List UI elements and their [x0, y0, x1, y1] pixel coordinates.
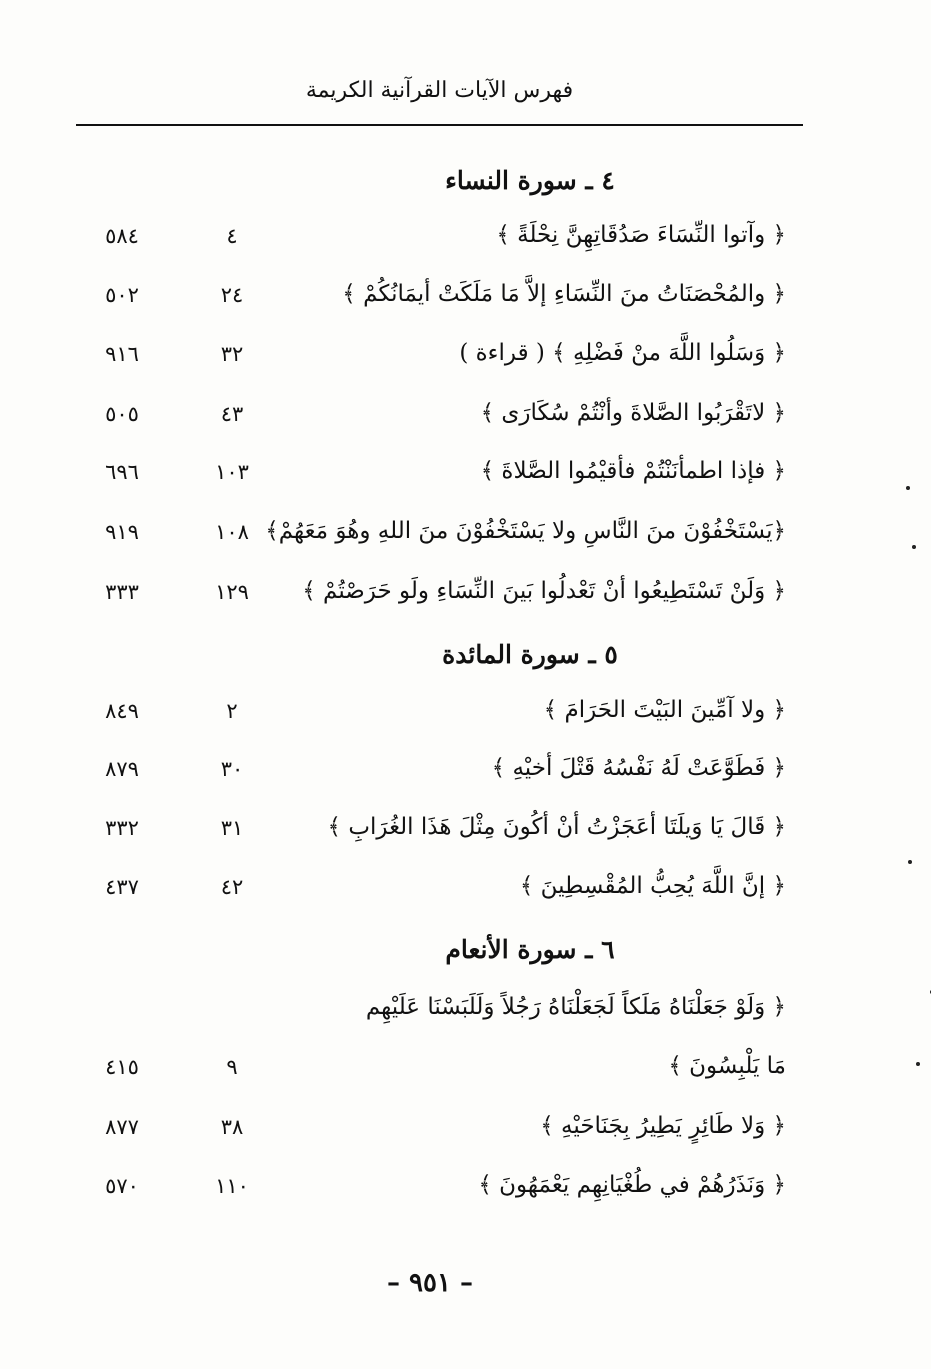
verse-number: ٢٤ — [220, 283, 244, 307]
page-reference: ٩١٩ — [105, 520, 139, 544]
verse-text: ﴿ وَسَلُوا اللَّهَ منْ فَضْلِهِ ﴾ ( قراءة ) — [459, 340, 786, 366]
verse-text: ﴿ لاتَقْرَبُوا الصَّلاةَ وأنْتُمْ سُكَارَى ﴾ — [480, 400, 786, 426]
verse-text: ﴿ والمُحْصَنَاتُ منَ النِّسَاءِ إلاَّ مَا مَلَكَتْ أيمَانُكُمْ ﴾ — [342, 281, 786, 307]
verse-number: ٤٢ — [220, 875, 244, 899]
table-row — [0, 1113, 931, 1157]
verse-text: ﴿ وَلَوْ جَعَلْنَاهُ مَلَكاً لَجَعَلْنَاهُ رَجُلاً وَلَلَبَسْنَا عَلَيْهِم — [365, 994, 786, 1020]
page-reference: ٦٩٦ — [105, 460, 139, 484]
verse-text: ﴿ وَلَنْ تَسْتَطِيعُوا أنْ تَعْدلُوا بَينَ النِّسَاءِ ولَو حَرَصْتُمْ ﴾ — [302, 578, 786, 604]
page-number: – ٩٥١ – — [386, 1268, 474, 1298]
verse-number: ٤٣ — [220, 402, 244, 426]
verse-number: ٣٨ — [220, 1115, 244, 1139]
table-row — [0, 281, 931, 325]
table-row — [0, 400, 931, 444]
verse-text: ﴿ وَلا طَائِرٍ يَطِيرُ بِجَنَاحَيْهِ ﴾ — [540, 1113, 786, 1139]
verse-number: ٩ — [226, 1055, 238, 1079]
table-row — [0, 518, 931, 562]
scan-speck — [912, 545, 916, 549]
page-reference: ٥٠٢ — [105, 283, 139, 307]
table-row — [0, 1172, 931, 1216]
table-row — [0, 697, 931, 741]
table-row — [0, 458, 931, 502]
surah-title: ٤ ـ سورة النساء — [445, 166, 615, 195]
verse-text: ﴿ قَالَ يَا وَيلَتَا أعَجَزْتُ أنْ أكُونَ مِثْلَ هَذَا الغُرَابِ ﴾ — [327, 814, 786, 840]
page-reference: ٨٤٩ — [105, 699, 139, 723]
page-reference: ٣٣٣ — [105, 580, 139, 604]
page-reference: ٣٣٢ — [105, 816, 139, 840]
verse-text: ﴿ إنَّ اللَّهَ يُحِبُّ المُقْسِطِينَ ﴾ — [519, 873, 786, 899]
verse-text: ﴿ ولا آمِّينَ البَيْتَ الحَرَامَ ﴾ — [543, 697, 786, 723]
verse-number: ١٠٣ — [215, 460, 249, 484]
header-rule — [76, 124, 803, 126]
table-row — [0, 578, 931, 622]
verse-text: ﴿يَسْتَخْفُوْنَ منَ النَّاسِ ولا يَسْتَخْفُوْنَ منَ اللهِ وهُوَ مَعَهُمْ﴾ — [265, 518, 786, 544]
table-row — [0, 994, 931, 1038]
page-reference: ٤٣٧ — [105, 875, 139, 899]
table-row — [0, 873, 931, 917]
scan-speck — [916, 1062, 920, 1066]
verse-text: ﴿ فَطَوَّعَتْ لَهُ نَفْسُهُ قَتْلَ أخيْهِ ﴾ — [491, 755, 786, 781]
table-row — [0, 755, 931, 799]
verse-number: ٤ — [226, 224, 238, 248]
table-row — [0, 1053, 931, 1097]
page-reference: ٨٧٧ — [105, 1115, 139, 1139]
surah-title: ٦ ـ سورة الأنعام — [445, 935, 615, 964]
table-row — [0, 222, 931, 266]
scan-speck — [906, 486, 910, 490]
verse-number: ٢ — [226, 699, 238, 723]
page-reference: ٥٠٥ — [105, 402, 139, 426]
page-reference: ٩١٦ — [105, 342, 139, 366]
page-reference: ٥٧٠ — [105, 1174, 139, 1198]
verse-number: ٣٢ — [220, 342, 244, 366]
page-reference: ٥٨٤ — [105, 224, 139, 248]
running-header: فهرس الآيات القرآنية الكريمة — [305, 78, 574, 103]
verse-text: ﴿ وَنَذَرُهُمْ في طُغْيَانِهِم يَعْمَهُونَ ﴾ — [478, 1172, 786, 1198]
verse-number: ١٠٨ — [215, 520, 249, 544]
page-reference: ٤١٥ — [105, 1055, 139, 1079]
verse-text: ﴿ وآتوا النِّسَاءَ صَدُقَاتِهِنَّ نِحْلَةً ﴾ — [496, 222, 786, 248]
verse-text: ﴿ فإذا اطمأنَنْتُمْ فأقيْمُوا الصَّلاةَ ﴾ — [480, 458, 786, 484]
verse-number: ٣١ — [220, 816, 244, 840]
verse-number: ٣٠ — [220, 757, 244, 781]
surah-title: ٥ ـ سورة المائدة — [442, 640, 618, 669]
page-reference: ٨٧٩ — [105, 757, 139, 781]
table-row — [0, 814, 931, 858]
scan-speck — [908, 860, 912, 864]
verse-text: مَا يَلْبِسُونَ ﴾ — [668, 1053, 786, 1079]
table-row — [0, 340, 931, 384]
verse-number: ١٢٩ — [215, 580, 249, 604]
verse-number: ١١٠ — [215, 1174, 249, 1198]
